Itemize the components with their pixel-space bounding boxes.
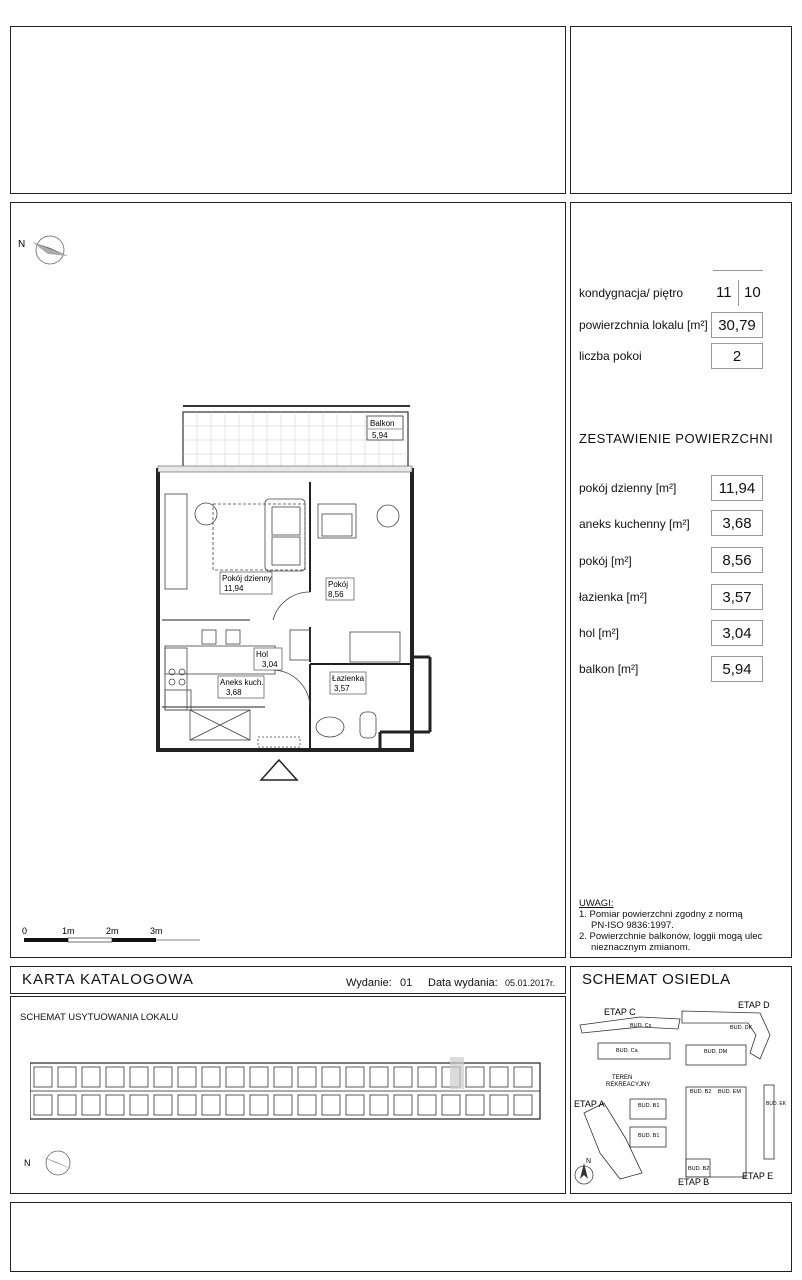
room-area-aneks: 3,68 <box>226 688 242 697</box>
floor-value-2: 10 <box>744 284 761 301</box>
scale-label-0: 0 <box>22 926 28 936</box>
north-arrow-icon <box>18 236 68 264</box>
breakdown-label-3: łazienka [m²] <box>579 590 648 604</box>
breakdown-value-5: 5,94 <box>711 656 763 682</box>
estate-title: SCHEMAT OSIEDLA <box>582 971 731 988</box>
north-label: N <box>18 239 26 250</box>
room-name-aneks: Aneks kuch. <box>220 678 264 687</box>
stage-label-a: ETAP A <box>574 1099 605 1109</box>
stage-label-e: ETAP E <box>742 1171 774 1181</box>
edition-value: 01 <box>400 977 413 989</box>
rooms-value: 2 <box>711 343 763 369</box>
notes-line-2: PN-ISO 9836:1997. <box>591 920 674 931</box>
stage-label-b: ETAP B <box>678 1177 710 1187</box>
building-label-b1-top: BUD. B1 <box>638 1103 660 1109</box>
estate-north-label: N <box>586 1158 592 1165</box>
notes-line-3: 2. Powierzchnie balkonów, loggii mogą ulec <box>579 931 763 942</box>
room-name-living: Pokój dzienny <box>222 574 272 583</box>
date-label: Data wydania: <box>428 977 498 989</box>
breakdown-title: ZESTAWIENIE POWIERZCHNI <box>579 431 774 446</box>
area-value: 30,79 <box>711 312 763 338</box>
area-label: powierzchnia lokalu [m²] <box>579 318 708 332</box>
bottom-box <box>10 1202 792 1272</box>
floor-plan <box>10 202 566 958</box>
building-label-dk: BUD. DK <box>730 1025 753 1031</box>
breakdown-label-0: pokój dzienny [m²] <box>579 481 677 495</box>
breakdown-value-3: 3,57 <box>711 584 763 610</box>
building-label-ek: BUD. EK <box>766 1101 787 1107</box>
building-schematic <box>30 1055 550 1127</box>
breakdown-value-0: 11,94 <box>711 475 763 501</box>
floor-divider <box>738 280 739 306</box>
room-area-balkon: 5,94 <box>372 431 388 440</box>
location-title: SCHEMAT USYTUOWANIA LOKALU <box>20 1012 179 1023</box>
building-label-b2-small: BUD. B2 <box>688 1166 710 1172</box>
breakdown-label-4: hol [m²] <box>579 626 620 640</box>
balcony <box>183 406 410 470</box>
notes <box>579 898 762 953</box>
scale-bar <box>22 926 200 942</box>
room-area-lazienka: 3,57 <box>334 684 350 693</box>
breakdown-value-4: 3,04 <box>711 620 763 646</box>
room-name-pokoj: Pokój <box>328 580 349 589</box>
floor-value-1: 11 <box>716 284 732 301</box>
unit-highlight <box>450 1057 464 1089</box>
header-box-left <box>10 26 566 194</box>
notes-title: UWAGI: <box>579 898 614 909</box>
estate-north-icon <box>575 1158 593 1184</box>
breakdown-value-2: 8,56 <box>711 547 763 573</box>
breakdown-label-2: pokój [m²] <box>579 554 632 568</box>
card-title: KARTA KATALOGOWA <box>22 971 194 988</box>
floor-top-line <box>713 270 763 271</box>
room-area-pokoj: 8,56 <box>328 590 344 599</box>
room-name-hol: Hol <box>256 650 269 659</box>
room-name-balkon: Balkon <box>370 419 395 428</box>
breakdown-value-1: 3,68 <box>711 510 763 536</box>
stage-label-c: ETAP C <box>604 1007 636 1017</box>
room-area-living: 11,94 <box>224 584 244 593</box>
date-value: 05.01.2017r. <box>505 978 556 988</box>
walls <box>158 470 430 750</box>
rooms-label: liczba pokoi <box>579 349 642 363</box>
notes-line-1: 1. Pomiar powierzchni zgodny z normą <box>579 909 743 920</box>
floor-label: kondygnacja/ piętro <box>579 286 684 300</box>
building-label-cs: BUD. Cs <box>630 1023 652 1029</box>
park-label-1: TEREN <box>612 1075 633 1081</box>
notes-line-4: nieznacznym zmianom. <box>591 942 691 953</box>
scale-label-3: 3m <box>150 926 163 936</box>
scale-label-2: 2m <box>106 926 119 936</box>
breakdown-label-1: aneks kuchenny [m²] <box>579 517 690 531</box>
park-label-2: REKREACYJNY <box>606 1082 651 1088</box>
header-box-right <box>570 26 792 194</box>
building-label-ca: BUD. Ca <box>616 1048 638 1054</box>
north-arrow-small-icon <box>22 1148 82 1178</box>
building-label-b2: BUD. B2 <box>690 1089 712 1095</box>
building-label-b1-bottom: BUD. B1 <box>638 1133 660 1139</box>
room-name-lazienka: Łazienka <box>332 674 365 683</box>
building-label-em: BUD. EM <box>718 1089 741 1095</box>
room-area-hol: 3,04 <box>262 660 278 669</box>
estate-map <box>570 995 792 1193</box>
scale-label-1: 1m <box>62 926 75 936</box>
north-label-small: N <box>24 1158 31 1168</box>
stage-label-d: ETAP D <box>738 1000 770 1010</box>
entrance-arrow-icon <box>261 760 297 780</box>
edition-label: Wydanie: <box>346 977 392 989</box>
building-label-dm: BUD. DM <box>704 1049 728 1055</box>
breakdown-label-5: balkon [m²] <box>579 662 639 676</box>
